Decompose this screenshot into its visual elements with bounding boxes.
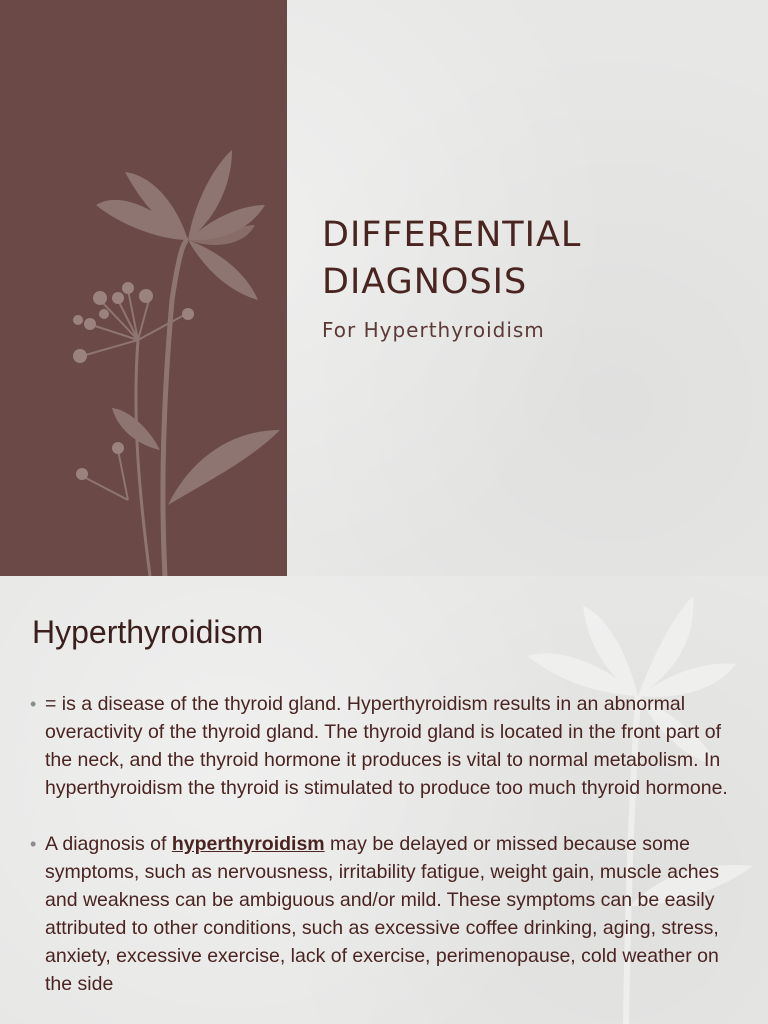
bullet-text: = is a disease of the thyroid gland. Hyperthyroidism results in an abnormal overactivity of the thyroid gland. The thyroid gland is located in the front part of the neck, and the thyroid hormone it produces is vital to normal metabolism. In hyperthyroidism the thyroid is stimulated to produce too much thyroid hormone.: [45, 693, 728, 799]
slide-subtitle: For Hyperthyroidism: [322, 318, 545, 342]
bullet-list: [30, 690, 742, 1024]
bullet-icon: •: [30, 834, 37, 854]
slide-title: DIFFERENTIAL DIAGNOSIS: [322, 215, 582, 302]
bullet-icon: •: [30, 694, 37, 714]
list-item: [30, 690, 742, 802]
content-slide: [0, 576, 768, 1024]
slide-heading: Hyperthyroidism: [32, 614, 264, 650]
side-panel: [0, 0, 287, 576]
keyword-link[interactable]: hyperthyroidism: [171, 833, 325, 855]
bullet-text-before: A diagnosis of: [45, 833, 172, 855]
bullet-text-after: may be delayed or missed because some symptoms, such as nervousness, irritability fatigue, weight gain, muscle aches and weakness can be ambiguous and/or mild. These symptoms can be easily attributed to other conditions, such as excessive coffee drinking, aging, stress, anxiety, excessive exercise, lack of exercise, perimenopause, cold weather on the side: [45, 833, 720, 995]
list-item: [30, 830, 742, 998]
flower-illustration: [0, 0, 287, 576]
